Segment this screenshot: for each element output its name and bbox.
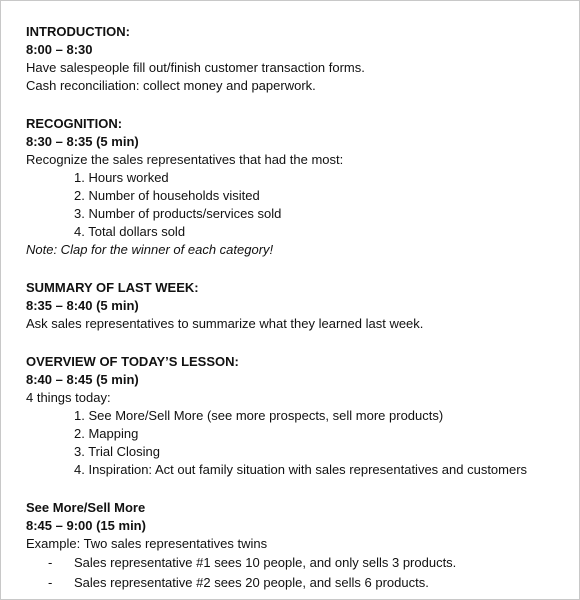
section-heading: SUMMARY OF LAST WEEK: <box>26 280 199 295</box>
section-intro: Example: Two sales representatives twins <box>26 536 268 551</box>
numbered-item: 2. Mapping <box>74 426 139 441</box>
agenda-content <box>26 23 566 593</box>
section-gap <box>26 479 566 499</box>
section-text-line: Have salespeople fill out/finish customer transaction forms. <box>26 60 365 75</box>
bullet-text: Sales representative #2 sees 20 people, and sells 6 products. <box>74 575 429 590</box>
section-gap <box>26 259 566 279</box>
section-time: 8:35 – 8:40 (5 min) <box>26 298 139 313</box>
section-introduction <box>26 23 566 95</box>
section-text-line: Ask sales representatives to summarize what they learned last week. <box>26 316 424 331</box>
section-intro: Recognize the sales representatives that had the most: <box>26 152 344 167</box>
section-heading: RECOGNITION: <box>26 116 123 131</box>
section-summary-last-week <box>26 279 566 333</box>
section-recognition <box>26 115 566 259</box>
bullet-item <box>26 573 566 593</box>
section-note: Note: Clap for the winner of each category! <box>26 242 274 257</box>
section-see-more-sell-more <box>26 499 566 593</box>
numbered-item: 4. Total dollars sold <box>74 224 186 239</box>
section-gap <box>26 95 566 115</box>
section-intro: 4 things today: <box>26 390 111 405</box>
dash-bullet-icon: - <box>48 555 53 570</box>
section-time: 8:30 – 8:35 (5 min) <box>26 134 139 149</box>
bullet-item <box>26 553 566 573</box>
section-gap <box>26 333 566 353</box>
section-heading: See More/Sell More <box>26 500 146 515</box>
numbered-item: 2. Number of households visited <box>74 188 260 203</box>
numbered-item: 1. Hours worked <box>74 170 169 185</box>
numbered-item: 3. Number of products/services sold <box>74 206 282 221</box>
bullet-text: Sales representative #1 sees 10 people, and only sells 3 products. <box>74 555 457 570</box>
section-time: 8:00 – 8:30 <box>26 42 93 57</box>
section-time: 8:45 – 9:00 (15 min) <box>26 518 146 533</box>
numbered-item: 4. Inspiration: Act out family situation with sales representatives and customers <box>74 462 528 477</box>
dash-bullet-icon: - <box>48 575 53 590</box>
section-heading: OVERVIEW OF TODAY’S LESSON: <box>26 354 239 369</box>
section-heading: INTRODUCTION: <box>26 24 130 39</box>
numbered-item: 3. Trial Closing <box>74 444 160 459</box>
section-text-line: Cash reconciliation: collect money and paperwork. <box>26 78 316 93</box>
numbered-item: 1. See More/Sell More (see more prospects, sell more products) <box>74 408 444 423</box>
section-overview-todays-lesson <box>26 353 566 479</box>
section-time: 8:40 – 8:45 (5 min) <box>26 372 139 387</box>
